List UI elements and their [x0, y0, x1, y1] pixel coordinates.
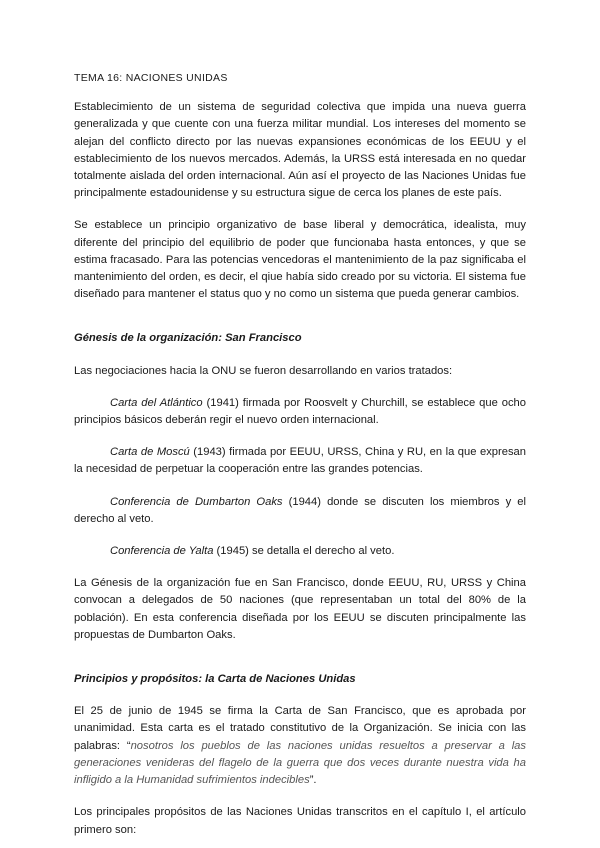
treaty-description: (1945) se detalla el derecho al veto.: [213, 545, 395, 558]
treaty-item-atlantic: [74, 395, 526, 429]
charter-text-end: ”.: [309, 774, 317, 787]
paragraph-principle: Se establece un principio organizativo de base liberal y democrática, idealista, muy diferente del principio del equilibrio de poder que funcionaba hasta entonces, y que se estima fracasado. Para las potencias vencedoras el mantenimiento de la paz significaba el mantenimiento del orden, es decir, el qiue había sido creado por su victoria. El sistema fue diseñado para mantener el status quo y no como un sistema que pueda generar cambios.: [74, 219, 526, 301]
treaty-name: Conferencia de Yalta: [110, 545, 214, 558]
treaty-name: Carta del Atlántico: [110, 396, 203, 409]
paragraph-san-francisco: La Génesis de la organización fue en San Francisco, donde EEUU, RU, URSS y China convocan a delegados de 50 naciones (que representaban un total del 80% de la población). En esta conferencia diseñada por los EEUU se discuten principalmente las propuestas de Dumbarton Oaks.: [74, 577, 526, 641]
treaty-name: Carta de Moscú: [110, 446, 190, 459]
treaty-description: (1944) donde se discuten los miembros y el derecho al veto.: [74, 495, 526, 525]
paragraph-negotiations: Las negociaciones hacia la ONU se fueron desarrollando en varios tratados:: [74, 364, 453, 377]
treaty-description: (1941) firmada por Roosvelt y Churchill, se establece que ocho principios básicos deberán regir el nuevo orden internacional.: [74, 396, 527, 427]
paragraph-charter: [74, 703, 526, 789]
paragraph-intro: Establecimiento de un sistema de seguridad colectiva que impida una nueva guerra generalizada y que cuente con una fuerza militar mundial. Los intereses del momento se alejan del conflicto directo por las nuevas expansiones económicas de los EEUU y el establecimiento de los nuevos mercados. Además, la URSS está interesada en no quedar totalmente aislada del orden internacional. Aún así el proyecto de las Naciones Unidas fue principalmente estadounidense y su estructura sigue de cerca los planes de este país.: [74, 101, 526, 200]
treaty-item-yalta: [74, 543, 526, 560]
section-heading-genesis: Génesis de la organización: San Francisco: [74, 332, 302, 345]
page-title: TEMA 16: NACIONES UNIDAS: [74, 72, 228, 84]
treaty-item-dumbarton: [74, 494, 526, 528]
charter-quote: nosotros los pueblos de las naciones unidas resueltos a preservar a las generaciones venideras del flagelo de la guerra que dos veces durante nuestra vida ha infligido a la Humanidad sufrimientos indecibles: [74, 739, 526, 787]
treaty-description: (1943) firmada por EEUU, URSS, China y RU, en la que expresan la necesidad de perpetuar la cooperación entre las grandes potencias.: [74, 446, 527, 476]
section-heading-principles: Principios y propósitos: la Carta de Naciones Unidas: [74, 673, 356, 686]
treaty-name: Conferencia de Dumbarton Oaks: [110, 495, 283, 508]
treaty-item-moscow: [74, 444, 526, 478]
paragraph-purposes: Los principales propósitos de las Naciones Unidas transcritos en el capítulo I, el artículo primero son:: [74, 806, 526, 836]
charter-text: El 25 de junio de 1945 se firma la Carta de San Francisco, que es aprobada por unanimidad. Esta carta es el tratado constitutivo de la Organización. Se inicia con las palabras: “: [74, 705, 526, 752]
